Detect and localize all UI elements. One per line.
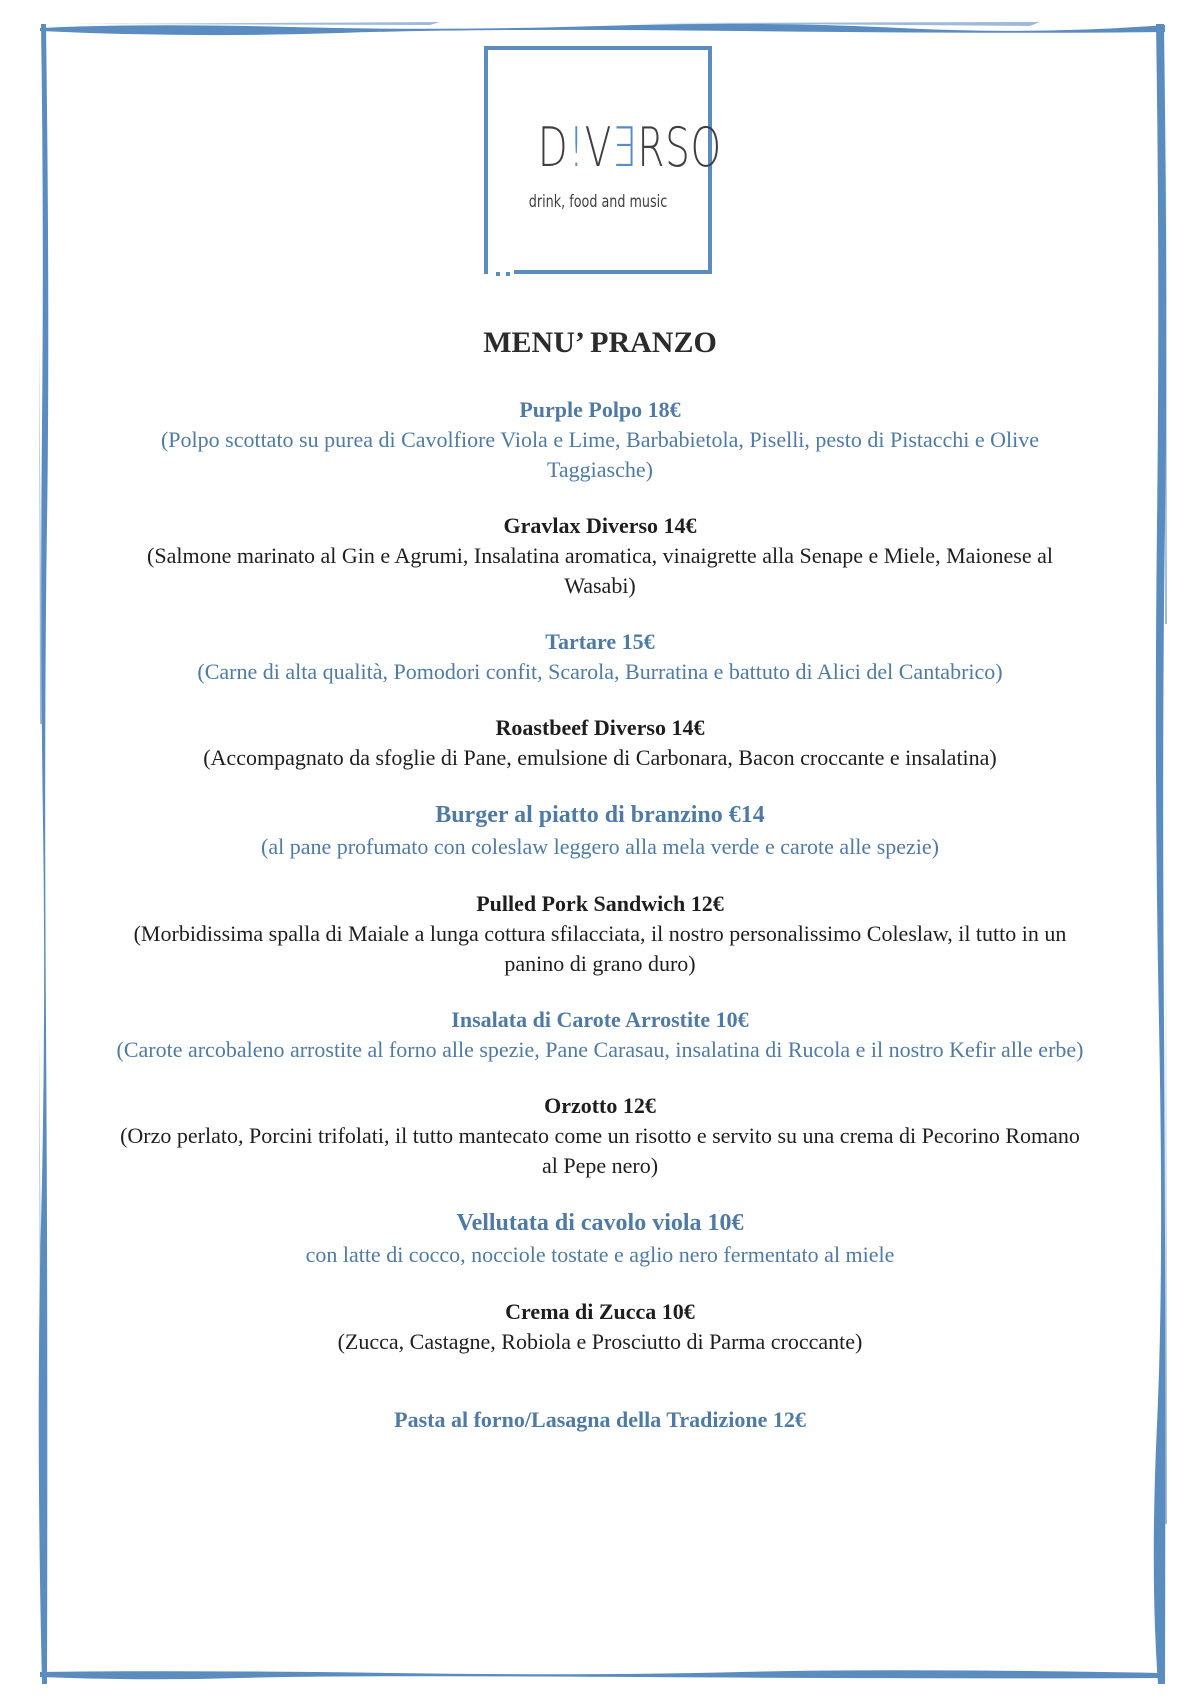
menu-item-description: con latte di cocco, nocciole tostate e aglio nero fermentato al miele (305, 1242, 895, 1267)
menu-item (110, 1297, 1090, 1357)
menu-list (110, 395, 1090, 1461)
menu-item-name: Insalata di Carote Arrostite 10€ (451, 1007, 749, 1032)
menu-item (110, 889, 1090, 979)
menu-item-name: Purple Polpo 18€ (519, 397, 681, 422)
menu-item-description: (Orzo perlato, Porcini trifolati, il tutto mantecato come un risotto e servito su una crema di Pecorino Romano al Pepe nero) (120, 1123, 1080, 1178)
menu-item-description: (al pane profumato con coleslaw leggero alla mela verde e carote alle spezie) (261, 834, 939, 859)
menu-item-name: Pasta al forno/Lasagna della Tradizione 12€ (394, 1407, 806, 1432)
menu-item-name: Gravlax Diverso 14€ (503, 513, 697, 538)
frame-left-border (36, 24, 52, 1684)
menu-item-name: Burger al piatto di branzino €14 (435, 802, 765, 828)
menu-item-name: Vellutata di cavolo viola 10€ (456, 1210, 744, 1236)
menu-item (110, 511, 1090, 601)
menu-item-description: (Carote arcobaleno arrostite al forno alle spezie, Pane Carasau, insalatina di Rucola e il nostro Kefir alle erbe) (116, 1037, 1084, 1062)
logo-wordmark: D!VERSO (537, 116, 722, 179)
menu-item (110, 1207, 1090, 1271)
menu-item-description: (Accompagnato da sfoglie di Pane, emulsione di Carbonara, Bacon croccante e insalatina) (203, 745, 997, 770)
menu-item (110, 627, 1090, 687)
menu-item-name: Crema di Zucca 10€ (505, 1299, 695, 1324)
menu-item-description: (Salmone marinato al Gin e Agrumi, Insalatina aromatica, vinaigrette alla Senape e Miele, Maionese al Wasabi) (147, 543, 1053, 598)
menu-item (110, 799, 1090, 863)
frame-bottom-border (40, 1666, 1165, 1682)
menu-item-description: (Zucca, Castagne, Robiola e Prosciutto di Parma croccante) (337, 1329, 863, 1354)
menu-item (110, 1405, 1090, 1435)
menu-item-name: Orzotto 12€ (544, 1093, 656, 1118)
diverso-logo (484, 46, 720, 282)
page-title: MENU’ PRANZO (483, 326, 717, 359)
menu-item (110, 1005, 1090, 1065)
menu-item (110, 395, 1090, 485)
menu-item-name: Pulled Pork Sandwich 12€ (476, 891, 724, 916)
menu-item-name: Roastbeef Diverso 14€ (495, 715, 705, 740)
menu-item-description: (Carne di alta qualità, Pomodori confit, Scarola, Burratina e battuto di Alici del Cantabrico) (197, 659, 1003, 684)
menu-item (110, 1091, 1090, 1181)
logo-tagline: drink, food and music (528, 192, 668, 212)
menu-item-name: Tartare 15€ (545, 629, 655, 654)
frame-right-border (1152, 24, 1170, 1684)
menu-item (110, 713, 1090, 773)
frame-top-border (40, 20, 1165, 36)
menu-item-description: (Polpo scottato su purea di Cavolfiore Viola e Lime, Barbabietola, Piselli, pesto di Pistacchi e Olive Taggiasche) (160, 427, 1040, 482)
menu-item-description: (Morbidissima spalla di Maiale a lunga cottura sfilacciata, il nostro personalissimo Coleslaw, il tutto in un panino di grano duro) (133, 921, 1067, 976)
